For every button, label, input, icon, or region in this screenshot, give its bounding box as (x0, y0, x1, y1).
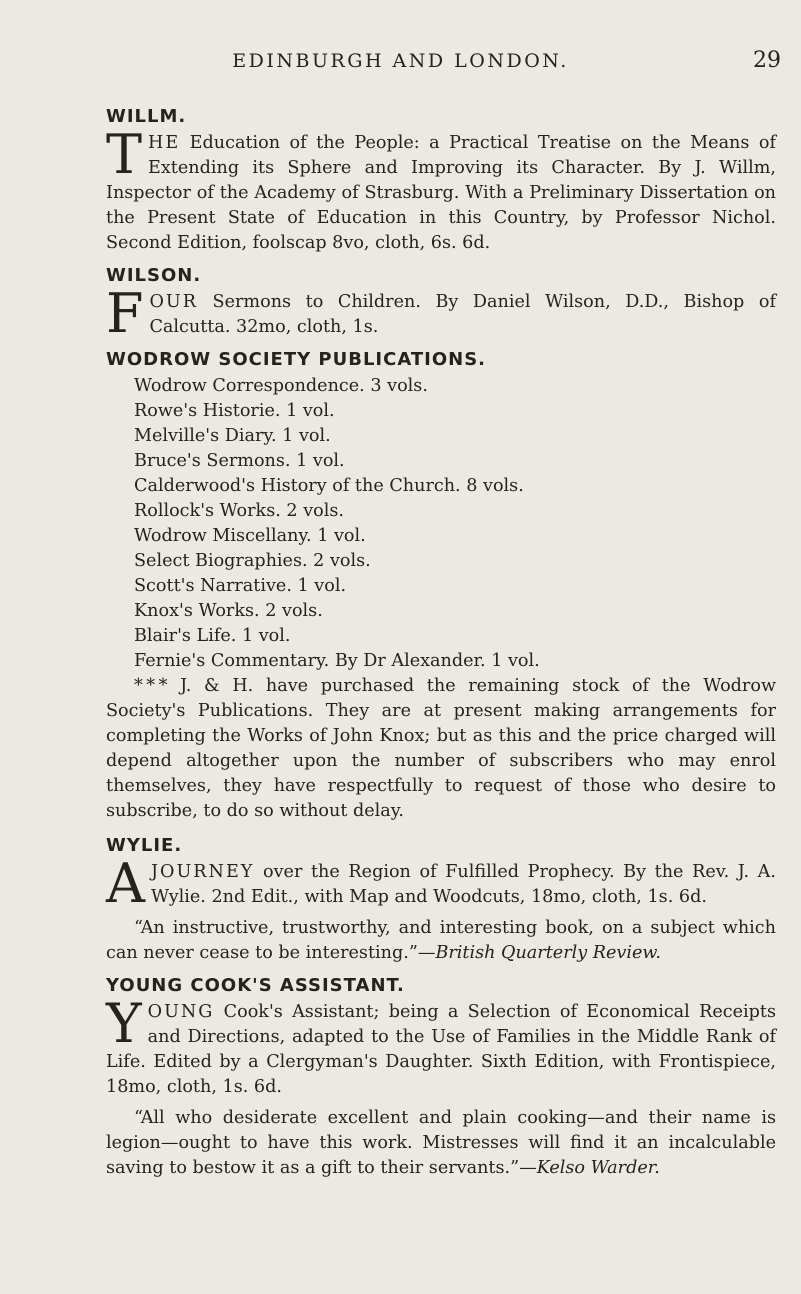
list-item: Fernie's Commentary. By Dr Alexander. 1 vol. (134, 651, 540, 671)
entry-body: Sermons to Children. By Daniel Wilson, D.D., Bishop of Calcutta. 32mo, cloth, 1s. (149, 292, 776, 337)
entry-body: Cook's Assistant; being a Selection of Economical Receipts and Directions, adapted to the Use of Families in the Middle Rank of Life. Edited by a Clergyman's Daughter. Sixth Edition, with Frontispiece, 18mo, cloth, 1s. 6d. (106, 1002, 776, 1097)
wodrow-publications-list (134, 374, 776, 674)
list-item: Rollock's Works. 2 vols. (134, 501, 344, 521)
list-item: Rowe's Historie. 1 vol. (134, 401, 335, 421)
list-item: Wodrow Correspondence. 3 vols. (134, 376, 428, 396)
list-item: Bruce's Sermons. 1 vol. (134, 451, 345, 471)
wodrow-note: * * * J. & H. have purchased the remaining stock of the Wodrow Society's Publications. They are at present making arrangements for completing the Works of John Knox; but as this and the price charged will depend altogether upon the number of subscribers who may enrol themselves, they have respectfully to request of those who desire to subscribe, to do so without delay. (106, 676, 776, 821)
quote-source: Kelso Warder. (536, 1158, 660, 1178)
page-number: 29 (753, 48, 781, 73)
list-item: Melville's Diary. 1 vol. (134, 426, 331, 446)
entry-lead: HE (148, 133, 181, 153)
entry-wylie (106, 852, 776, 915)
running-head (0, 50, 801, 80)
list-item: Select Biographies. 2 vols. (134, 551, 371, 571)
dropcap: A (106, 852, 145, 915)
entry-willm (106, 123, 776, 256)
quote-text: “An instructive, trustworthy, and interesting book, on a subject which can never cease to be interesting.”— (106, 918, 776, 963)
entry-body: over the Region of Fulfilled Prophecy. By the Rev. J. A. Wylie. 2nd Edit., with Map and Woodcuts, 18mo, cloth, 1s. 6d. (151, 862, 776, 907)
section-heading-young-cooks-assistant: YOUNG COOK'S ASSISTANT. (106, 975, 405, 996)
section-heading-wodrow: WODROW SOCIETY PUBLICATIONS. (106, 349, 487, 370)
section-heading-wilson: WILSON. (106, 265, 202, 286)
dropcap: F (106, 282, 144, 345)
dropcap: Y (106, 992, 142, 1055)
section-heading-wylie: WYLIE. (106, 835, 183, 856)
list-item: Knox's Works. 2 vols. (134, 601, 323, 621)
list-item: Scott's Narrative. 1 vol. (134, 576, 347, 596)
entry-young-cooks-assistant (106, 992, 776, 1100)
list-item: Calderwood's History of the Church. 8 vols. (134, 476, 524, 496)
list-item: Wodrow Miscellany. 1 vol. (134, 526, 366, 546)
entry-lead: JOURNEY (151, 862, 255, 882)
entry-lead: OUNG (147, 1002, 215, 1022)
quote-source: British Quarterly Review. (435, 943, 661, 963)
dropcap: T (106, 123, 143, 186)
entry-body: Education of the People: a Practical Treatise on the Means of Extending its Sphere and Improving its Character. By J. Willm, Inspector of the Academy of Strasburg. With a Preliminary Dissertation on the Present State of Education in this Country, by Professor Nichol. Second Edition, foolscap 8vo, cloth, 6s. 6d. (106, 133, 776, 253)
catalogue-content (106, 103, 776, 1187)
review-quote-wylie (106, 916, 776, 966)
section-heading-willm: WILLM. (106, 106, 187, 127)
entry-lead: OUR (149, 292, 198, 312)
running-title: EDINBURGH AND LONDON. (232, 50, 569, 72)
quote-text: “All who desiderate excellent and plain cooking—and their name is legion—ought to have this work. Mistresses will find it an incalculable saving to bestow it as a gift to their servants.”— (106, 1108, 776, 1178)
entry-wilson (106, 282, 776, 345)
list-item: Blair's Life. 1 vol. (134, 626, 291, 646)
review-quote-young (106, 1106, 776, 1181)
